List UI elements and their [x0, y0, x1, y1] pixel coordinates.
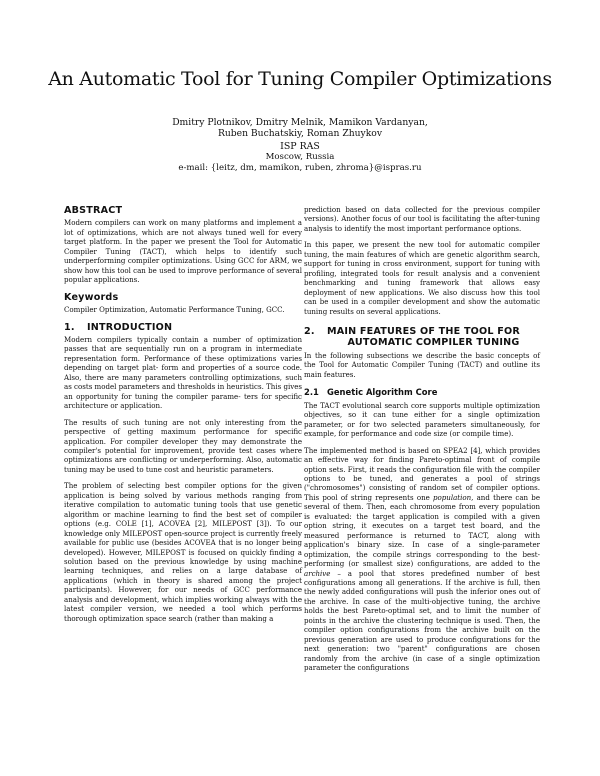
keywords-heading: Keywords: [64, 291, 119, 303]
affiliation-city: Moscow, Russia: [265, 152, 335, 162]
section-title-line-2: AUTOMATIC COMPILER TUNING: [347, 336, 520, 348]
subsection-number: 2.1: [304, 387, 319, 398]
right-column: [304, 205, 540, 679]
text-run: The implemented method is based on SPEA2 [4], which provides an effective way for finding Pareto-optimal front of compile option sets. First, it reads the configuration file with the compiler options to be tuned, and generates a pool of strings ("chromosomes") consisting of random set of compiler options. This pool of string represents one: [304, 445, 540, 502]
intro-paragraph-3: The problem of selecting best compiler options for the given application is being solved by various methods ranging from iterative compilation to automatic tuning tools that use genetic algorithm or machine learning to find the best set of compiler options (e.g. COLE [1], ACOVEA [2], MILEPOST [3]). To our knowledge only MILEPOST open-source project is currently freely available for public use (besides ACOVEA that is no longer being developed). However, MILEPOST is focused on quickly finding a solution based on the previous knowledge by using machine learning techniques, and relies on a large database of applications (which in theory is shared among the project participants). However, for our needs of GCC performance analysis and development, which implies working always with the latest compiler version, we needed a tool which performs thorough optimization space search (rather than making a: [64, 481, 302, 623]
text-run: , and there can be several of them. Then, each chromosome from every population is evaluated: the target application is compiled with a given option string, it executes on a target test board, and the measured performance is returned to TACT, along with application's binary size. In case of a single-parameter optimization, the compile strings corresponding to the best-performing (or smallest size) configurations, are added to the: [304, 492, 540, 569]
keywords-text: Compiler Optimization, Automatic Performance Tuning, GCC.: [64, 305, 285, 315]
subsection-2-1-paragraph-1: The TACT evolutional search core supports multiple optimization objectives, so it can tune either for a single optimization parameter, or for two selected parameters simultaneously, for example, for performance and code size (or compile time).: [304, 400, 540, 439]
intro-paragraph-continued: prediction based on data collected for the previous compiler versions). Another focus of our tool is facilitating the after-tuning analysis to identify the most important performance options.: [304, 205, 540, 233]
text-run: – a pool that stores predefined number of best configurations among all generations. If the archive is full, then the newly added configurations will push the inferior ones out of the archive. In case of the multi-objective tuning, the archive holds the best Pareto-optimal set, and to limit the number of points in the archive the clustering technique is used. Then, the compiler option configurations from the archive built on the previous generation are used to produce configurations for the next generation: two "parent" configurations are chosen randomly from the archive (in case of a single optimization parameter the configurations: [304, 568, 540, 673]
section-number: 2.: [304, 325, 315, 337]
section-title-line-1: MAIN FEATURES OF THE TOOL FOR: [327, 325, 520, 337]
section-title: INTRODUCTION: [87, 321, 173, 333]
abstract-heading: ABSTRACT: [64, 205, 123, 216]
section-number: 1.: [64, 321, 75, 333]
subsection-2-1-heading: [304, 388, 540, 397]
author-list: [0, 117, 600, 139]
intro-paragraph-4: In this paper, we present the new tool for automatic compiler tuning, the main features of which are genetic algorithm search, support for tuning in cross environment, support for tuning with profiling, integrated tools for result analysis and a convenient benchmarking and tuning framework that allows easy deployment of new applications. We also discuss how this tool can be used in a compiler development and show the automatic tuning results on several applications.: [304, 240, 540, 316]
subsection-title: Genetic Algorithm Core: [327, 387, 438, 398]
section-2-intro: In the following subsections we describe the basic concepts of the Tool for Automatic Compiler Tuning (TACT) and outline its main features.: [304, 350, 540, 379]
paper-title: An Automatic Tool for Tuning Compiler Optimizations: [48, 68, 552, 90]
emphasis-archive: archive: [304, 568, 331, 578]
authors-line-2: Ruben Buchatskiy, Roman Zhuykov: [217, 128, 383, 139]
subsection-2-1-paragraph-2: [304, 446, 540, 673]
abstract-text: Modern compilers can work on many platforms and implement a lot of optimizations, which are not always tuned well for every target platform. In the paper we present the Tool for Automatic Compiler Tuning (TACT), which helps to identify such underperforming compiler optimizations. Using GCC for ARM, we show how this tool can be used to improve performance of several popular applications.: [64, 218, 302, 285]
affiliation-org: ISP RAS: [280, 141, 320, 152]
author-emails: e-mail: {leitz, dm, mamikon, ruben, zhroma}@ispras.ru: [178, 163, 422, 173]
authors-line-1: Dmitry Plotnikov, Dmitry Melnik, Mamikon Vardanyan,: [172, 117, 428, 128]
affiliation: [0, 141, 600, 174]
section-2-heading: [304, 326, 540, 348]
intro-paragraph-1: Modern compilers typically contain a number of optimization passes that are sequentially run on a program in intermediate representation form. Performance of these optimizations varies depending on target plat- form and properties of a source code. Also, there are many parameters controlling optimizations, such as costs model parameters and thresholds in heuristics. This gives an opportunity for tuning the compiler parame- ters for specific architecture or application.: [64, 334, 302, 411]
emphasis-population: population: [433, 492, 472, 502]
left-column: [64, 206, 302, 630]
intro-paragraph-2: The results of such tuning are not only interesting from the perspective of getting maximum performance for specific application. For compiler developer they may demonstrate the compiler's potential for improvement, provide test cases where optimizations are conflicting or underperforming. Also, automatic tuning may be used to tune cost and heuristic parameters.: [64, 417, 302, 474]
introduction-heading: [64, 323, 302, 332]
